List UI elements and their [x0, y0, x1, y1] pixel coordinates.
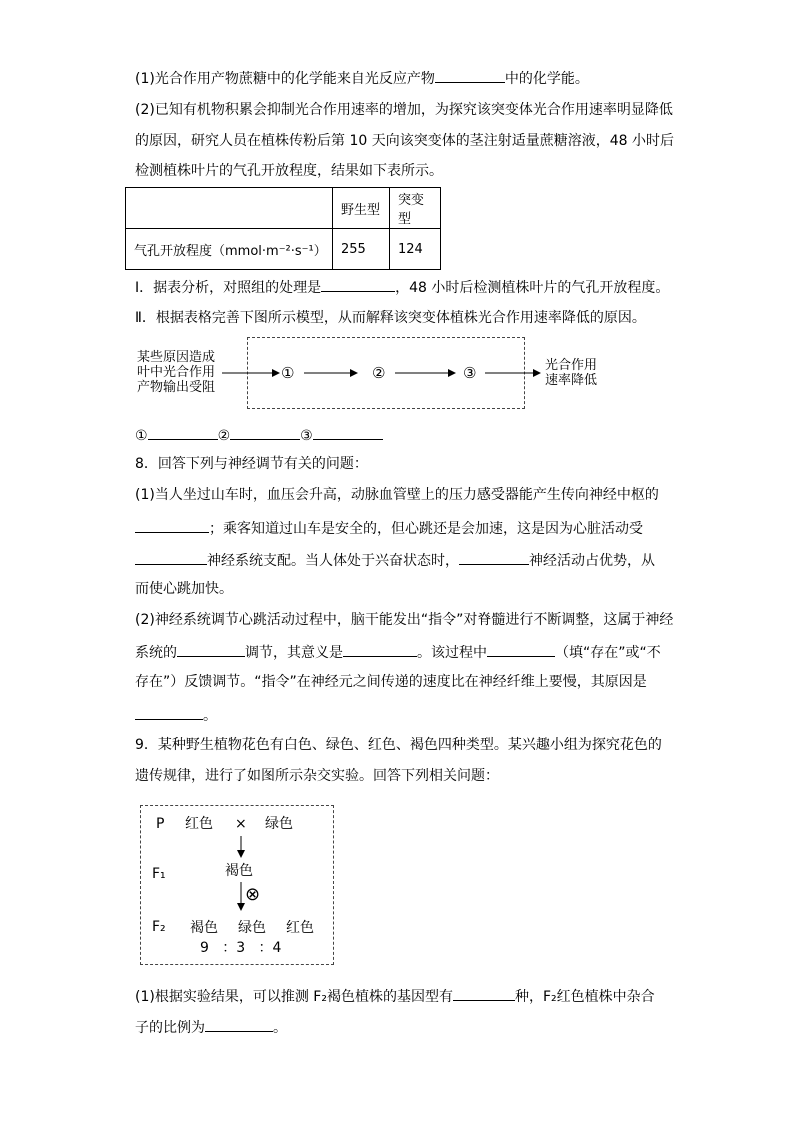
mutant-value: 124 [390, 229, 441, 270]
model-step-3: ③ [463, 364, 477, 382]
cross-f1: 褐色 [225, 863, 253, 879]
q7-part1: (1)光合作用产物蔗糖中的化学能来自光反应产物 中的化学能。 [135, 67, 589, 89]
q9-line2: 遗传规律，进行了如图所示杂交实验。回答下列相关问题： [135, 768, 499, 784]
cross-p-male: 绿色 [265, 816, 293, 832]
answer-blank[interactable] [135, 704, 203, 720]
answer-blank[interactable] [135, 549, 207, 565]
q8-part2-line2: 系统的 调节，其意义是 。该过程中 （填“存在”或“不 [135, 641, 661, 663]
row-label: 气孔开放程度（mmol·m⁻²·s⁻¹） [126, 229, 333, 270]
model-step-2: ② [372, 364, 386, 382]
answer-blank[interactable] [343, 641, 417, 657]
wild-type-value: 255 [333, 229, 390, 270]
q8-part2-line1: (2)神经系统调节心跳活动过程中，脑干能发出“指令”对脊髓进行不断调整，这属于神经 [135, 612, 674, 628]
header-wild-type: 野生型 [333, 188, 390, 229]
q8-part2-line4: 。 [135, 704, 217, 726]
cross-ratio: 9 ：3 ：4 [200, 940, 282, 956]
model-step-1: ① [281, 364, 295, 382]
q9-part1-line1: (1)根据实验结果，可以推测 F₂褐色植株的基因型有 种，F₂红色植株中杂合 [135, 985, 655, 1007]
self-cross-icon: ⊗ [245, 884, 261, 905]
cross-f2-label: F₂ [152, 919, 166, 935]
q7-subquestion-i: Ⅰ．据表分析，对照组的处理是 ，48 小时后检测植株叶片的气孔开放程度。 [135, 276, 669, 298]
answer-blank[interactable] [177, 641, 245, 657]
answer-blank-2[interactable] [230, 424, 300, 440]
header-mutant: 突变型 [390, 188, 441, 229]
answer-blank-3[interactable] [313, 424, 383, 440]
cross-p-female: 红色 [185, 816, 213, 832]
q7-part2-line3: 检测植株叶片的气孔开放程度，结果如下表所示。 [135, 163, 443, 179]
cross-f2-type: 褐色 [190, 920, 218, 936]
model-right-text: 光合作用 速率降低 [545, 358, 598, 388]
answer-blank[interactable] [453, 985, 515, 1001]
q9-line1: 9．某种野生植物花色有白色、绿色、红色、褐色四种类型。某兴趣小组为探究花色的 [135, 737, 662, 753]
q7-part2-line2: 的原因，研究人员在植株传粉后第 10 天向该突变体的茎注射适量蔗糖溶液，48 小时后 [135, 133, 674, 149]
answer-blank[interactable] [135, 517, 209, 533]
q8-part1-line4: 而使心跳加快。 [135, 581, 233, 597]
q7-subquestion-ii: Ⅱ．根据表格完善下图所示模型，从而解释该突变体植株光合作用速率降低的原因。 [135, 310, 646, 326]
cross-f1-label: F₁ [152, 866, 166, 882]
model-left-text: 某些原因造成 叶中光合作用 产物输出受阻 [137, 350, 216, 395]
answer-blank[interactable] [459, 549, 529, 565]
q8-part1-line3: 神经系统支配。当人体处于兴奋状态时， 神经活动占优势，从 [135, 549, 655, 571]
q8-part1-line2: ；乘客知道过山车是安全的，但心跳还是会加速，这是因为心脏活动受 [135, 517, 643, 539]
model-answers: ① ② ③ [135, 424, 383, 446]
answer-blank-1[interactable] [148, 424, 218, 440]
cross-p-label: P [156, 816, 165, 832]
answer-blank[interactable] [487, 641, 555, 657]
q9-part1-line2: 子的比例为 。 [135, 1016, 287, 1038]
cross-times: × [235, 816, 247, 832]
q8-part2-line3: 存在”）反馈调节。“指令”在神经元之间传递的速度比在神经纤维上要慢，其原因是 [135, 674, 647, 690]
cross-f2-type: 绿色 [238, 920, 266, 936]
q8-part1-line1: (1)当人坐过山车时，血压会升高，动脉血管壁上的压力感受器能产生传向神经中枢的 [135, 487, 659, 503]
q8-title: 8．回答下列与神经调节有关的问题： [135, 456, 368, 472]
cross-f2-type: 红色 [286, 920, 314, 936]
q7-part2-line1: (2)已知有机物积累会抑制光合作用速率的增加，为探究该突变体光合作用速率明显降低 [135, 102, 673, 118]
answer-blank[interactable] [205, 1016, 273, 1032]
